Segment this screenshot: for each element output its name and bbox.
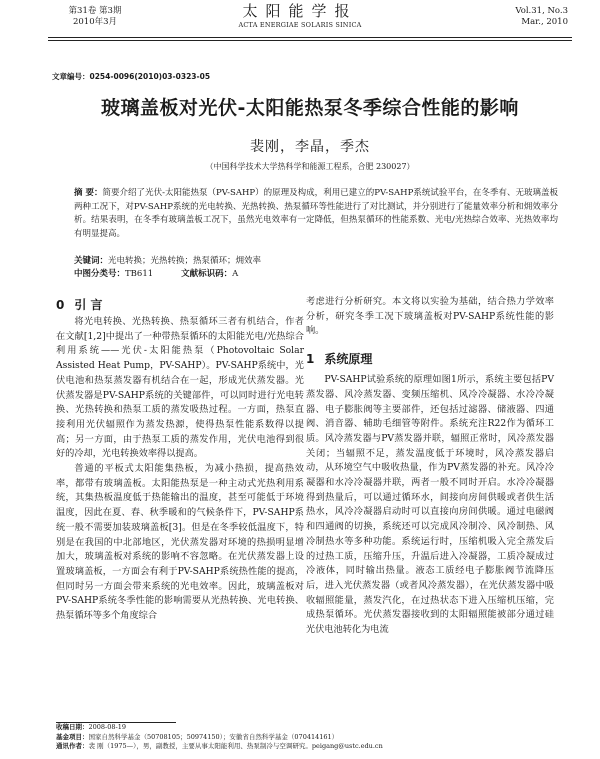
abstract-text: 简要介绍了光伏-太阳能热泵（PV-SAHP）的原理及构成，利用已建立的PV-SAHP系统试验平台，在冬季有、无玻璃盖板两种工况下，对PV-SAHP系统的光电转换、光热转换、热泵循环等性能进行了对比测试，并分别进行了能量效率分析和㶲效率分析。结果表明，在冬季有玻璃盖板工况下，虽然光电效率有一定降低，但热泵循环的性能系数、光电/光热综合效率、光热效率均有明显提高。 [74,188,558,239]
keywords-label: 关键词： [74,256,109,266]
clc-value: TB611 [125,269,154,279]
header-rule [48,37,572,38]
keywords-text: 光电转换；光热转换；热泵循环；㶲效率 [108,256,262,266]
section-heading-intro [56,295,304,315]
authors: 裴刚，李晶，季杰 [250,139,370,155]
doc-code-value: A [232,269,239,279]
section-number: 1 [306,352,315,367]
section-heading-principle [306,349,554,369]
affiliation: （中国科学技术大学热科学和能源工程系，合肥 230027） [205,162,415,171]
footnote [56,723,572,752]
received-label: 收稿日期： [56,723,89,731]
date-cn: 2010年3月 [72,17,118,27]
date-en: Mar., 2010 [521,17,568,27]
journal-title-cn: 太阳能学报 [242,2,358,20]
fund-label: 基金项目： [56,732,89,741]
paper-title: 玻璃盖板对光伏-太阳能热泵冬季综合性能的影响 [101,97,519,119]
article-number: 文章编号：0254-0096(2010)03-0323-05 [52,72,211,81]
abstract-label: 摘 要： [74,188,103,198]
keywords [74,255,558,268]
journal-masthead [185,2,415,29]
section-number: 0 [56,298,65,312]
paragraph: 普通的平板式太阳能集热板，为减小热损，提高热效率，都带有玻璃盖板。太阳能热泵是一种主动式光热利用系统，其集热板温度低于热能输出的温度，甚至可能低于环境温度，因此在夏、春、秋季暖和的气候条件下，PV-SAHP系统一般不需要加装玻璃盖板[3]。但是在冬季较低温度下，特别是在我国的中北部地区，光伏蒸发器对环境的热损明显增加大，玻璃盖板对系统的影响不容忽略。在光伏蒸发器上设置玻璃盖板，一方面会有利于PV-SAHP系统热性能的提高，但同时另一方面会带来系统的光电效率。因此，玻璃盖板对PV-SAHP系统冬季性能的影响需要从光热转换、光电转换、热泵循环等多个角度综合 [56,463,304,622]
right-column [306,295,554,638]
doc-code-label: 文献标识码： [181,269,233,279]
left-column [56,295,304,624]
corresponding-label: 通讯作者： [56,742,89,750]
abstract [74,187,558,241]
clc-label: 中图分类号： [74,269,126,279]
header-volume-en-block [515,6,568,28]
section-title: 引 言 [74,298,103,312]
paragraph: 将光电转换、光热转换、热泵循环三者有机结合，作者在文献[1,2]中提出了一种带热泵循环的太阳能光电/光热综合利用系统——光伏-太阳能热泵（Photovoltaic Solar Assisted Heat Pump，PV-SAHP）。PV-SAHP系统中，光伏电池和热泵蒸发器有机结合在一起，形成光伏蒸发器。光伏蒸发器是PV-SAHP系统的关键部件，可以同时进行光电转换、光热转换和热泵工质的蒸发吸热过程。一方面，热泵直接利用光伏辐照作为蒸发热源，使得热泵性能系数得以提高；另一方面，由于热泵工质的蒸发作用，光伏电池得到很好的冷却，光电转换效率得以提高。 [56,316,304,460]
paragraph: PV-SAHP试验系统的原理如图1所示，系统主要包括PV蒸发器、风冷蒸发器、变频压缩机、风冷冷凝器、水冷冷凝器、电子膨胀阀等主要部件，还包括过滤器、储液器、四通阀、消音器、辅助毛细管等附件。系统充注R22作为循环工质。风冷蒸发器与PV蒸发器并联，辐照正常时，风冷蒸发器关闭；当辐照不足，蒸发温度低于环境时，风冷蒸发器启动，从环境空气中吸收热量，作为PV蒸发器的补充。风冷冷凝器和水冷冷凝器并联，两者一般不同时开启。水冷冷凝器得到热量后，可以通过循环水，间接向房间供暖或者供生活热水，风冷冷凝器启动时可以直接向房间供暖。通过电磁阀和四通阀的切换，系统还可以完成风冷制冷、风冷制热、风冷制热水等多种功能。系统运行时，压缩机吸入完全蒸发后的过热工质，压缩升压，升温后进入冷凝器，工质冷凝成过冷液体，同时输出热量。液态工质经电子膨胀阀节流降压后，进入光伏蒸发器（或者风冷蒸发器），在光伏蒸发器中吸收辐照能量，蒸发汽化，在过热状态下进入压缩机压缩，完成热泵循环。光伏蒸发器接收到的太阳辐照能被部分通过硅光伏电池转化为电流 [306,374,554,636]
fund-text: 国家自然科学基金（50708105；50974150）；安徽省自然科学基金（070414161） [88,732,339,741]
paragraph: 考虑进行分析研究。本文将以实验为基础，结合热力学效率分析，研究冬季工况下玻璃盖板对PV-SAHP系统性能的影响。 [306,296,554,337]
corresponding-text: 裴 刚（1975—），男，副教授，主要从事太阳能利用、热泵制冷与空调研究。peigang@ustc.edu.cn [88,742,383,750]
header-rule-thin [48,40,572,41]
journal-title-en: ACTA ENERGIAE SOLARIS SINICA [238,21,362,29]
section-title: 系统原理 [324,352,373,367]
volume-en: Vol.31, No.3 [515,6,568,16]
header-volume-block [60,6,130,28]
received-date: 2008-08-19 [88,723,126,731]
volume-cn: 第31卷 第3期 [68,6,122,16]
classification [74,268,238,281]
